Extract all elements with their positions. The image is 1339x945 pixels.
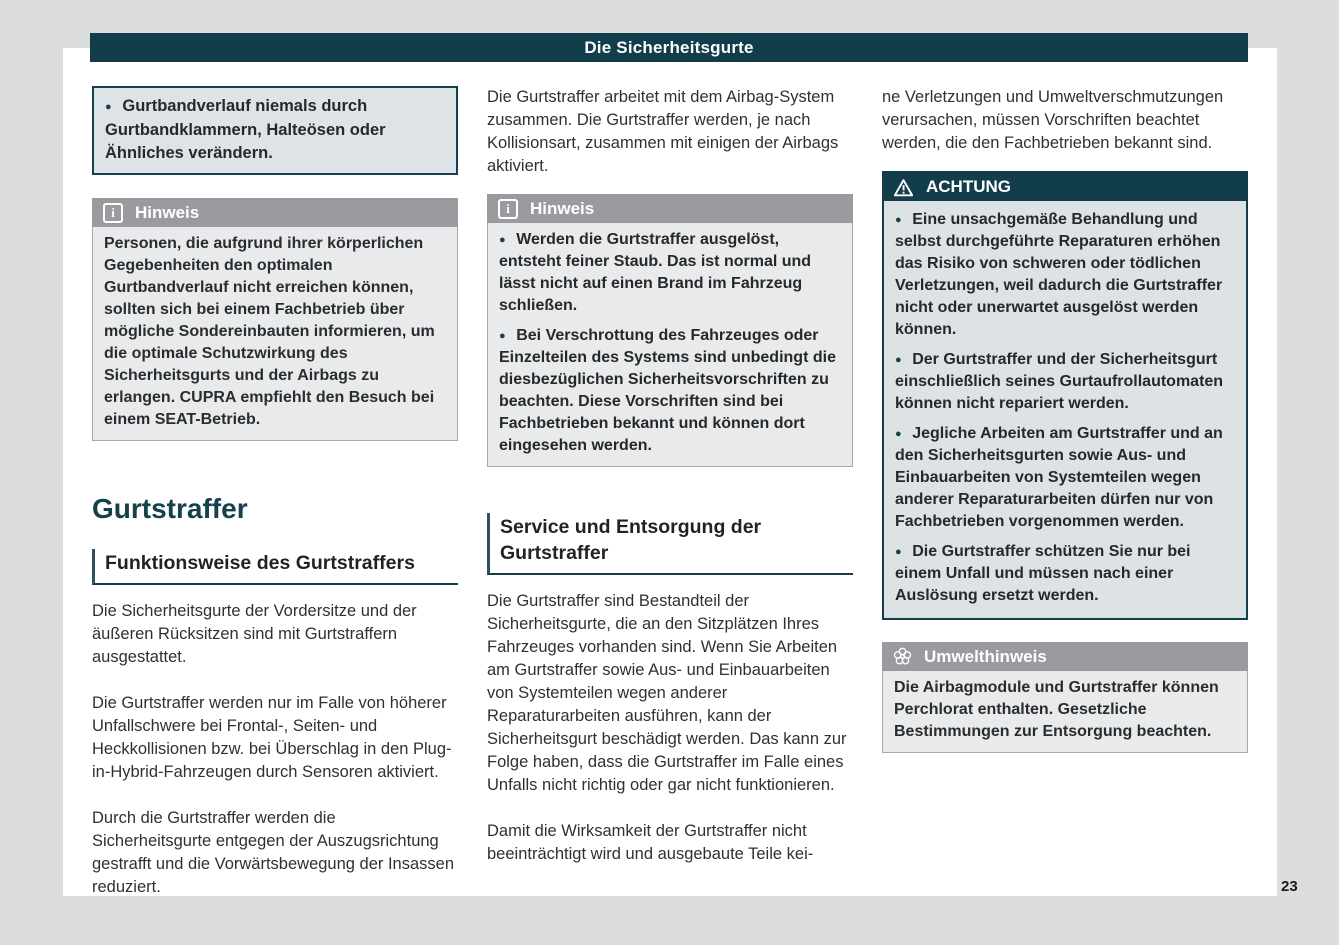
page-number: 23 bbox=[1281, 878, 1298, 895]
page-title-bar bbox=[90, 33, 1248, 62]
paragraph: Die Gurtstraffer arbeitet mit dem Airbag-System zusammen. Die Gurtstraffer werden, je nach Kollisionsart, zusammen mit einigen der Airbags aktiviert. bbox=[487, 88, 839, 175]
warning-bullet-item bbox=[895, 209, 1235, 341]
column-3 bbox=[882, 48, 1248, 899]
subsection-heading-service-entsorgung: Service und Entsorgung der Gurtstraffer bbox=[487, 513, 853, 575]
callout-bullet-item bbox=[105, 95, 445, 165]
warning-bullet-text: Die Gurtstraffer schützen Sie nur bei einem Unfall und müssen nach einer Auslösung ersetzt werden. bbox=[895, 543, 1191, 604]
paragraph: Die Sicherheitsgurte der Vordersitze und der äußeren Rücksitzen sind mit Gurtstraffern ausgestattet. bbox=[92, 602, 417, 666]
note-bullet-item bbox=[499, 325, 841, 457]
info-icon: i bbox=[103, 203, 123, 223]
paragraph: Durch die Gurtstraffer werden die Sicherheitsgurte entgegen der Auszugsrichtung gestrafft und die Vorwärtsbewegung der Insassen reduziert. bbox=[92, 809, 455, 896]
note-box-header bbox=[92, 198, 458, 227]
warning-bullet-item bbox=[895, 423, 1235, 533]
warning-box-header bbox=[884, 173, 1246, 201]
flower-icon bbox=[893, 647, 912, 666]
note-box-title: Hinweis bbox=[135, 202, 200, 222]
warning-bullet-text: Der Gurtstraffer und der Sicherheitsgurt einschließlich seines Gurtaufrollautomaten können nicht repariert werden. bbox=[895, 351, 1224, 412]
paragraph: Die Gurtstraffer sind Bestandteil der Sicherheitsgurte, die an den Sitzplätzen Ihres Fahrzeuges vorhanden sind. Wenn Sie Arbeiten am Gurtstraffer sowie Aus- und Einbauarbeiten von Systemteilen wegen anderer Reparaturarbeiten ausführen, kann der Sicherheitsgurt beschädigt werden. Das kann zur Folge haben, dass die Gurtstraffer im Falle eines Unfalls nicht richtig oder gar nicht funktionieren. bbox=[487, 592, 847, 794]
column-2 bbox=[487, 48, 853, 899]
subsection-heading-funktionsweise: Funktionsweise des Gurtstraffers bbox=[92, 549, 458, 585]
bullet-dot-icon: ● bbox=[105, 101, 118, 113]
note-bullet-item bbox=[499, 229, 841, 317]
page-title: Die Sicherheitsgurte bbox=[584, 37, 754, 57]
warning-box-body bbox=[884, 201, 1246, 618]
paragraph: Damit die Wirksamkeit der Gurtstraffer nicht beeinträchtigt wird und ausgebaute Teile kei- bbox=[487, 822, 814, 863]
note-box-hinweis-2 bbox=[487, 194, 853, 467]
column-1 bbox=[92, 48, 458, 899]
section-heading-gurtstraffer: Gurtstraffer bbox=[92, 493, 248, 524]
eco-note-header bbox=[882, 642, 1248, 671]
bullet-dot-icon: ● bbox=[895, 214, 908, 226]
bullet-dot-icon: ● bbox=[499, 330, 512, 342]
info-icon: i bbox=[498, 199, 518, 219]
eco-note-body: Die Airbagmodule und Gurtstraffer können Perchlorat enthalten. Gesetzliche Bestimmungen zur Entsorgung beachten. bbox=[882, 671, 1248, 753]
bullet-dot-icon: ● bbox=[499, 234, 512, 246]
paragraph: ne Verletzungen und Umweltverschmutzungen verursachen, müssen Vorschriften beachtet werden, die den Fachbetrieben bekannt sind. bbox=[882, 88, 1224, 152]
bullet-dot-icon: ● bbox=[895, 546, 908, 558]
note-box-body bbox=[487, 223, 853, 467]
note-box-body: Personen, die aufgrund ihrer körperlichen Gegebenheiten den optimalen Gurtbandverlauf nicht erreichen können, sollten sich bei einem Fachbetrieb über mögliche Sondereinbauten informieren, um die optimale Schutzwirkung des Sicherheitsgurts und der Airbags zu erlangen. CUPRA empfiehlt den Besuch bei einem SEAT-Betrieb. bbox=[92, 227, 458, 441]
page-columns bbox=[92, 48, 1248, 899]
note-box-header bbox=[487, 194, 853, 223]
eco-note-box bbox=[882, 642, 1248, 753]
eco-note-title: Umwelthinweis bbox=[924, 646, 1047, 666]
warning-box-achtung bbox=[882, 171, 1248, 620]
note-box-hinweis-1 bbox=[92, 198, 458, 441]
warning-box-title: ACHTUNG bbox=[926, 177, 1011, 196]
bullet-dot-icon: ● bbox=[895, 428, 908, 440]
bullet-dot-icon: ● bbox=[895, 354, 908, 366]
warning-bullet-item bbox=[895, 541, 1235, 607]
paragraph: Die Gurtstraffer werden nur im Falle von höherer Unfallschwere bei Frontal-, Seiten- und Heckkollisionen bzw. bei Überschlag in den Plug-in-Hybrid-Fahrzeugen durch Sensoren aktiviert. bbox=[92, 694, 452, 781]
manual-page bbox=[63, 48, 1277, 896]
note-bullet-text: Bei Verschrottung des Fahrzeuges oder Einzelteilen des Systems sind unbedingt die diesbezüglichen Sicherheitsvorschriften zu beachten. Diese Vorschriften sind bei Fachbetrieben bekannt und können dort eingesehen werden. bbox=[499, 327, 836, 454]
callout-text: Gurtbandverlauf niemals durch Gurtbandklammern, Halteösen oder Ähnliches verändern. bbox=[105, 97, 386, 162]
belt-routing-callout bbox=[92, 86, 458, 175]
warning-bullet-text: Jegliche Arbeiten am Gurtstraffer und an den Sicherheitsgurten sowie Aus- und Einbauarbeiten von Systemteilen wegen anderer Reparaturarbeiten dürfen nur von Fachbetrieben vorgenommen werden. bbox=[895, 425, 1223, 530]
note-bullet-text: Werden die Gurtstraffer ausgelöst, entsteht feiner Staub. Das ist normal und lässt nicht auf einen Brand im Fahrzeug schließen. bbox=[499, 231, 812, 314]
warning-bullet-text: Eine unsachgemäße Behandlung und selbst durchgeführte Reparaturen erhöhen das Risiko von schweren oder tödlichen Verletzungen, weil dadurch die Gurtstraffer nicht oder unerwartet ausgelöst werden können. bbox=[895, 211, 1223, 338]
note-box-title: Hinweis bbox=[530, 198, 595, 218]
warning-bullet-item bbox=[895, 349, 1235, 415]
warning-triangle-icon bbox=[893, 178, 914, 197]
